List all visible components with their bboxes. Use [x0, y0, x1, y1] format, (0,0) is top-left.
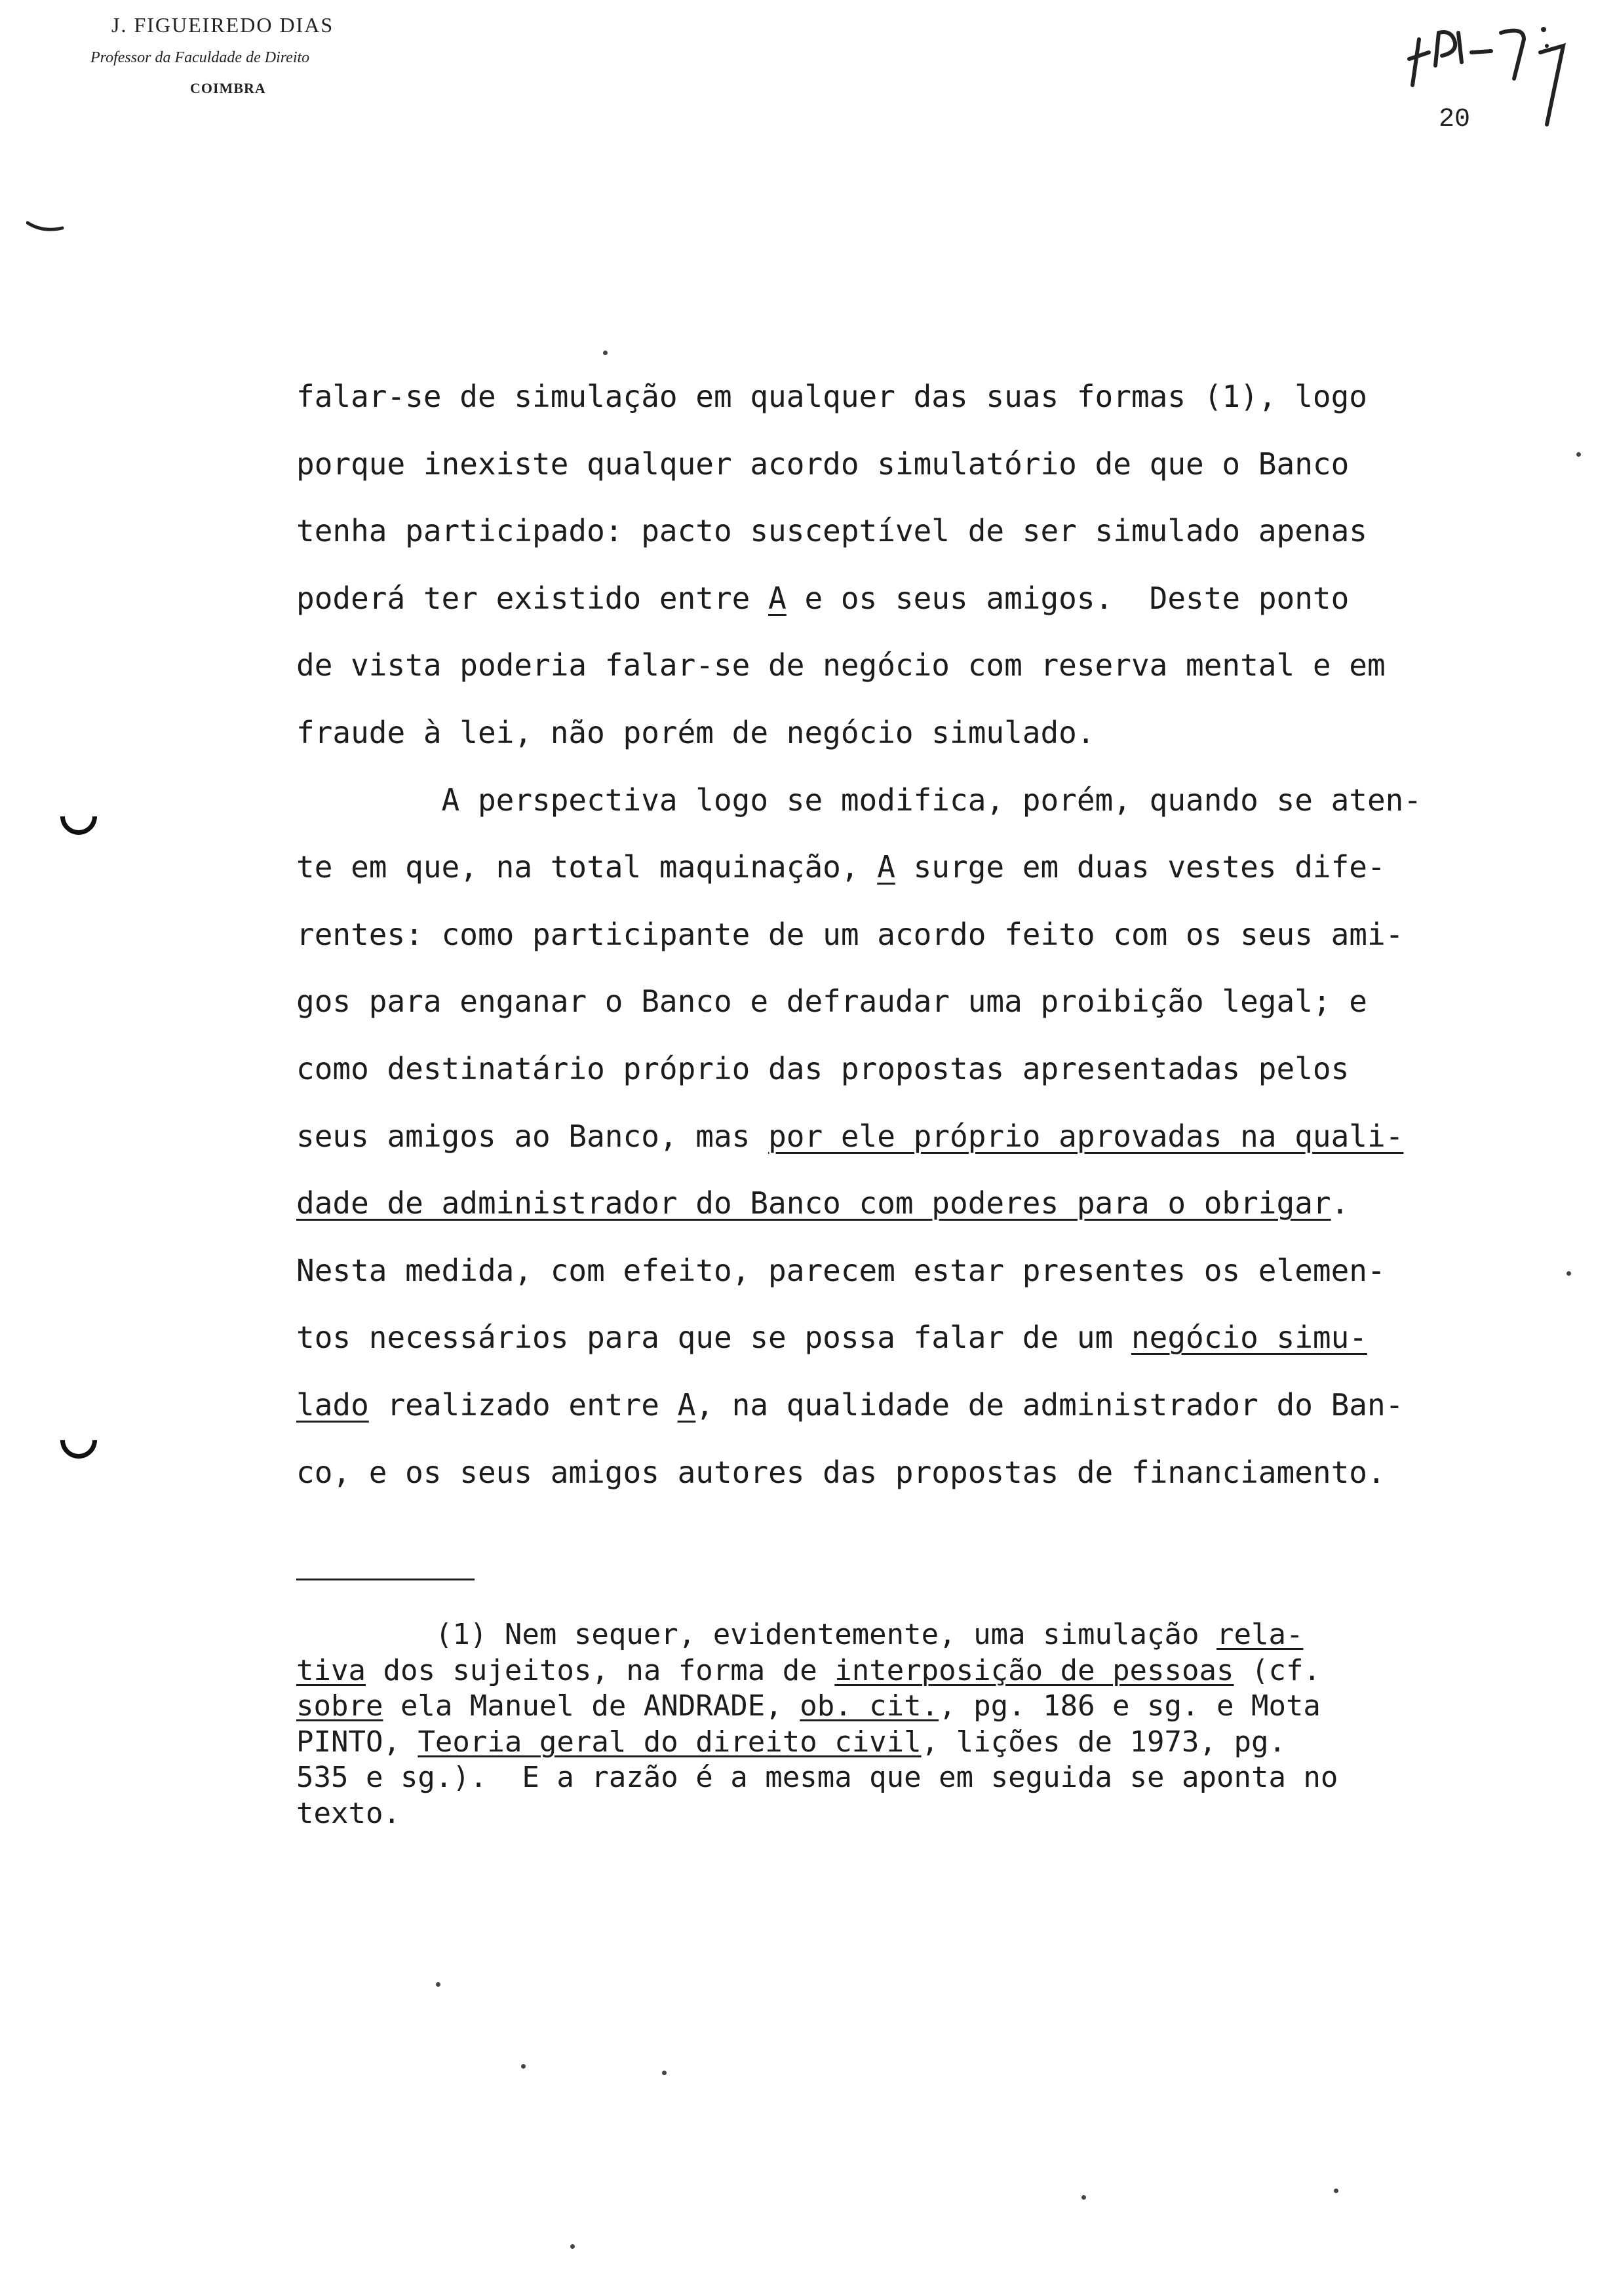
scan-speck [662, 2071, 667, 2075]
scan-speck [1566, 1271, 1571, 1276]
body-line [296, 1177, 1542, 1244]
text-run: , na qualidade de administrador do Ban- [695, 1387, 1404, 1423]
footnote [296, 1617, 1542, 1832]
hole-punch-mark [52, 790, 104, 842]
letterhead-name: J. FIGUEIREDO DIAS [111, 13, 334, 37]
body-text [296, 370, 1542, 1513]
scan-speck [603, 351, 608, 355]
body-line: fraude à lei, não porém de negócio simulado. [296, 714, 1095, 750]
body-line [296, 841, 1542, 908]
text-run: seus amigos ao Banco, mas [296, 1118, 769, 1154]
body-line [296, 1379, 1542, 1446]
letterhead-city: COIMBRA [190, 80, 266, 96]
body-line: como destinatário próprio das propostas apresentadas pelos [296, 1050, 1350, 1086]
underlined-text: por ele próprio aprovadas na quali- [768, 1118, 1404, 1154]
page-number: 20 [1439, 105, 1471, 134]
text-run: surge em duas vestes dife- [895, 849, 1386, 885]
text-run: , pg. 186 e sg. e Mota [939, 1689, 1321, 1723]
body-line: rentes: como participante de um acordo feito com os seus ami- [296, 916, 1404, 952]
footnote-line [296, 1725, 1542, 1761]
footnote-line: 535 e sg.). E a razão é a mesma que em seguida se aponta no [296, 1761, 1338, 1795]
body-line: Nesta medida, com efeito, parecem estar presentes os elemen- [296, 1252, 1386, 1288]
hole-punch-mark [52, 1414, 104, 1466]
text-run: te em que, na total maquinação, [296, 849, 878, 885]
body-line: gos para enganar o Banco e defraudar uma proibição legal; e [296, 984, 1367, 1020]
underlined-text: negócio simu- [1131, 1320, 1367, 1356]
underlined-text: tiva [296, 1653, 366, 1687]
scan-speck [436, 1982, 440, 1987]
footnote-line [296, 1689, 1542, 1725]
body-line [296, 1311, 1542, 1379]
text-run: e os seus amigos. Deste ponto [786, 580, 1350, 616]
underlined-text: lado [296, 1387, 369, 1423]
text-run: , lições de 1973, pg. [921, 1725, 1286, 1759]
underlined-text: dade de administrador do Banco com poderes para o obrigar [296, 1185, 1331, 1221]
underlined-text: interposição de pessoas [834, 1653, 1234, 1687]
scan-speck [1334, 2189, 1338, 2193]
text-run: . [1331, 1185, 1350, 1221]
scan-speck [1081, 2195, 1086, 2200]
underlined-text: sobre [296, 1689, 383, 1723]
text-run: dos sujeitos, na forma de [365, 1653, 835, 1687]
scan-mark [26, 216, 66, 236]
text-run: ela Manuel de ANDRADE, [383, 1689, 800, 1723]
body-line: falar-se de simulação em qualquer das suas formas (1), logo [296, 379, 1367, 414]
text-run: poderá ter existido entre [296, 580, 769, 616]
text-run: tos necessários para que se possa falar de um [296, 1320, 1131, 1356]
footnote-line: texto. [296, 1796, 400, 1830]
footnote-divider [296, 1578, 475, 1580]
body-line: tenha participado: pacto susceptível de ser simulado apenas [296, 513, 1367, 549]
body-line: A perspectiva logo se modifica, porém, quando se aten- [296, 782, 1422, 818]
underlined-text: A [768, 580, 787, 616]
body-line: co, e os seus amigos autores das propostas de financiamento. [296, 1454, 1386, 1490]
letterhead-title: Professor da Faculdade de Direito [90, 49, 310, 66]
scan-speck [1576, 452, 1581, 457]
underlined-text: A [877, 849, 895, 885]
scan-speck [570, 2244, 575, 2249]
underlined-text: A [677, 1387, 696, 1423]
footnote-line [296, 1653, 1542, 1689]
text-run: realizado entre [368, 1387, 678, 1423]
body-line [296, 572, 1542, 640]
scan-speck [521, 2064, 526, 2069]
text-run: (1) Nem sequer, evidentemente, uma simulação [296, 1618, 1216, 1651]
underlined-text: Teoria geral do direito civil [418, 1725, 922, 1759]
text-run: (cf. [1234, 1653, 1321, 1687]
body-line [296, 1110, 1542, 1177]
underlined-text: ob. cit. [800, 1689, 939, 1723]
body-line: porque inexiste qualquer acordo simulatório de que o Banco [296, 446, 1350, 482]
handwritten-stamp-mark [1403, 13, 1580, 131]
footnote-line [296, 1617, 1542, 1653]
body-line: de vista poderia falar-se de negócio com reserva mental e em [296, 647, 1386, 683]
underlined-text: rela- [1216, 1618, 1304, 1651]
text-run: PINTO, [296, 1725, 418, 1759]
